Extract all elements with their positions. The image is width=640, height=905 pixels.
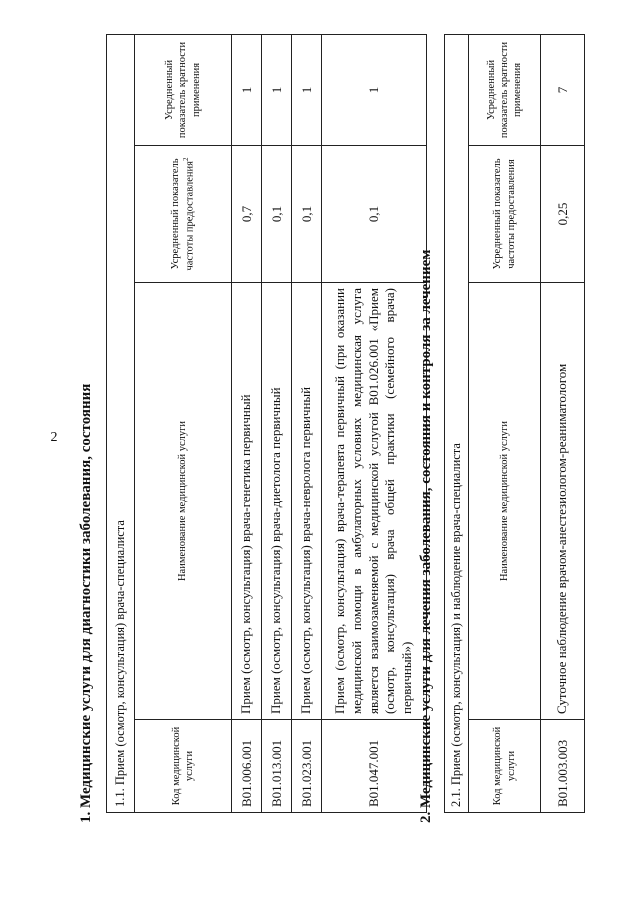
frequency-value: 0,25 <box>541 146 585 283</box>
section-1-title: 1. Медицинские услуги для диагностики заболевания, состояния <box>78 383 94 823</box>
header-multiplicity: Усредненный показатель кратности применения <box>469 34 541 145</box>
table-row <box>232 34 262 812</box>
section-2-title: 2. Медицинские услуги для лечения заболевания, состояния и контроля за лечением <box>418 249 434 823</box>
multiplicity-value: 7 <box>541 34 585 145</box>
treatment-table <box>444 34 585 813</box>
service-code: B01.003.003 <box>541 720 585 813</box>
header-frequency: Усредненный показатель частоты предоставления <box>469 146 541 283</box>
footnote-mark: 2 <box>182 157 191 161</box>
table-row <box>292 34 322 812</box>
service-name: Суточное наблюдение врачом-анестезиологом-реаниматологом <box>541 283 585 720</box>
frequency-value: 0,1 <box>292 146 322 283</box>
service-code: B01.006.001 <box>232 720 262 813</box>
service-code: B01.013.001 <box>262 720 292 813</box>
table-row <box>262 34 292 812</box>
table-row <box>541 34 585 812</box>
service-name: Прием (осмотр, консультация) врача-терапевта первичный (при оказании медицинской помощи в амбулаторных условиях медицинская услуга является взаимозаменяемой с медицинской услугой B01.026.001 «Прием (осмотр, консультация) врача общей практики (семейного врача) первичный») <box>322 283 427 720</box>
frequency-value: 0,1 <box>262 146 292 283</box>
service-code: B01.023.001 <box>292 720 322 813</box>
service-code: B01.047.001 <box>322 720 427 813</box>
header-frequency: Усредненный показатель частоты предоставления$^2$ <box>135 146 232 283</box>
section-2-subtitle: 2.1. Прием (осмотр, консультация) и наблюдение врача-специалиста <box>445 34 469 812</box>
header-code: Код медицинской услуги <box>469 720 541 813</box>
frequency-value: 0,7 <box>232 146 262 283</box>
service-name: Прием (осмотр, консультация) врача-диетолога первичный <box>262 283 292 720</box>
frequency-value: 0,1 <box>322 146 427 283</box>
multiplicity-value: 1 <box>232 34 262 145</box>
section-1-subtitle: 1.1. Прием (осмотр, консультация) врача-специалиста <box>107 34 135 812</box>
page-number: 2 <box>50 430 58 445</box>
service-name: Прием (осмотр, консультация) врача-генетика первичный <box>232 283 262 720</box>
diagnostics-table <box>106 34 427 813</box>
multiplicity-value: 1 <box>262 34 292 145</box>
multiplicity-value: 1 <box>322 34 427 145</box>
header-name: Наименование медицинской услуги <box>135 283 232 720</box>
header-code: Код медицинской услуги <box>135 720 232 813</box>
table-header-row <box>135 34 232 812</box>
header-name: Наименование медицинской услуги <box>469 283 541 720</box>
table-header-row <box>469 34 541 812</box>
service-name: Прием (осмотр, консультация) врача-невролога первичный <box>292 283 322 720</box>
table-row <box>322 34 427 812</box>
header-multiplicity: Усредненный показатель кратности применения <box>135 34 232 145</box>
multiplicity-value: 1 <box>292 34 322 145</box>
